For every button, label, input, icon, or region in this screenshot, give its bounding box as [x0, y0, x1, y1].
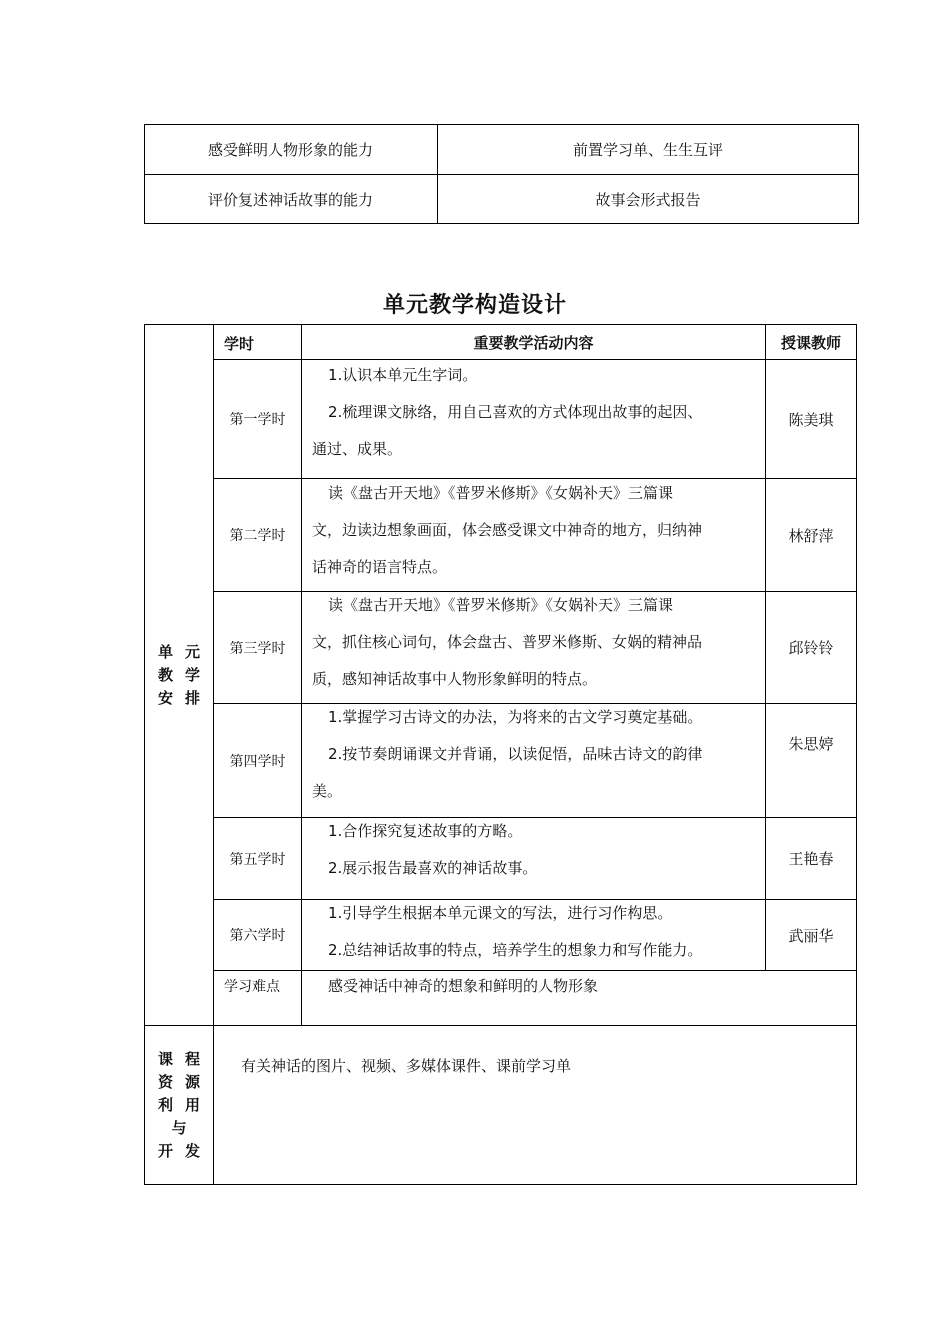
activity-3: [312, 587, 762, 698]
resources-text: 有关神话的图片、视频、多媒体课件、课前学习单: [241, 1057, 572, 1075]
header-activity: 重要教学活动内容: [473, 333, 594, 352]
activity-2-line-3: 话神奇的语言特点。: [312, 558, 448, 576]
activity-3-line-2: 文，抓住核心词句，体会盘古、普罗米修斯、女娲的精神品: [312, 633, 703, 651]
side-label-line-1: 单元: [157, 642, 212, 661]
activity-2-line-1: 读《盘古开天地》《普罗米修斯》《女娲补天》三篇课: [328, 484, 674, 502]
teacher-4: 朱思婷: [788, 735, 834, 753]
top-row-2-right: 故事会形式报告: [595, 190, 701, 209]
activity-4-line-1: 1.掌握学习古诗文的办法，为将来的古文学习奠定基础。: [328, 708, 703, 726]
teacher-1: 陈美琪: [788, 410, 834, 429]
schedule-side-label: [145, 325, 213, 1025]
period-4: 第四学时: [229, 753, 286, 770]
period-5: 第五学时: [229, 851, 286, 868]
activity-6: [312, 895, 762, 969]
activity-6-line-1: 1.引导学生根据本单元课文的写法，进行习作构思。: [328, 904, 673, 922]
resources-label-line-4: 与: [171, 1118, 199, 1137]
activity-5-line-2: 2.展示报告最喜欢的神话故事。: [328, 859, 538, 877]
difficulty-text: 感受神话中神奇的想象和鲜明的人物形象: [328, 977, 599, 995]
activity-5-line-1: 1.合作探究复述故事的方略。: [328, 822, 523, 840]
resources-label-line-5: 开发: [157, 1141, 212, 1160]
activity-5: [312, 813, 762, 887]
activity-1-line-3: 通过、成果。: [312, 440, 403, 458]
activity-3-line-1: 读《盘古开天地》《普罗米修斯》《女娲补天》三篇课: [328, 596, 674, 614]
top-row-2-left: 评价复述神话故事的能力: [207, 190, 373, 209]
activity-1-line-2: 2.梳理课文脉络，用自己喜欢的方式体现出故事的起因、: [328, 403, 703, 421]
activity-3-line-3: 质，感知神话故事中人物形象鲜明的特点。: [312, 670, 598, 688]
activity-4: [312, 699, 762, 810]
difficulty-label: 学习难点: [224, 979, 280, 995]
teacher-6: 武丽华: [788, 926, 834, 945]
activity-2: [312, 475, 762, 586]
activity-1: [312, 357, 762, 468]
top-row-1-right: 前置学习单、生生互评: [572, 141, 723, 159]
resources-label-line-3: 利用: [157, 1095, 212, 1114]
period-6: 第六学时: [229, 928, 286, 944]
side-label-line-3: 安排: [157, 688, 212, 707]
section-title: 单元教学构造设计: [382, 292, 567, 318]
teacher-2: 林舒萍: [788, 526, 834, 545]
resources-side-label: [145, 1026, 213, 1184]
activity-2-line-2: 文，边读边想象画面，体会感受课文中神奇的地方，归纳神: [312, 521, 703, 539]
period-1: 第一学时: [229, 412, 286, 428]
top-row-1-left: 感受鲜明人物形象的能力: [207, 141, 373, 159]
resources-label-line-2: 资源: [157, 1072, 212, 1091]
activity-4-line-3: 美。: [312, 782, 343, 800]
side-label-line-2: 教学: [157, 665, 212, 684]
teacher-3: 邱铃铃: [788, 639, 834, 657]
activity-4-line-2: 2.按节奏朗诵课文并背诵，以读促悟，品味古诗文的韵律: [328, 745, 703, 763]
teacher-5: 王艳春: [788, 850, 834, 868]
period-3: 第三学时: [229, 640, 286, 657]
period-2: 第二学时: [229, 528, 286, 544]
resources-label-line-1: 课程: [157, 1049, 212, 1068]
header-period: 学时: [224, 335, 255, 353]
activity-6-line-2: 2.总结神话故事的特点，培养学生的想象力和写作能力。: [328, 941, 703, 959]
header-teacher: 授课教师: [780, 333, 841, 352]
activity-1-line-1: 1.认识本单元生字词。: [328, 366, 478, 384]
